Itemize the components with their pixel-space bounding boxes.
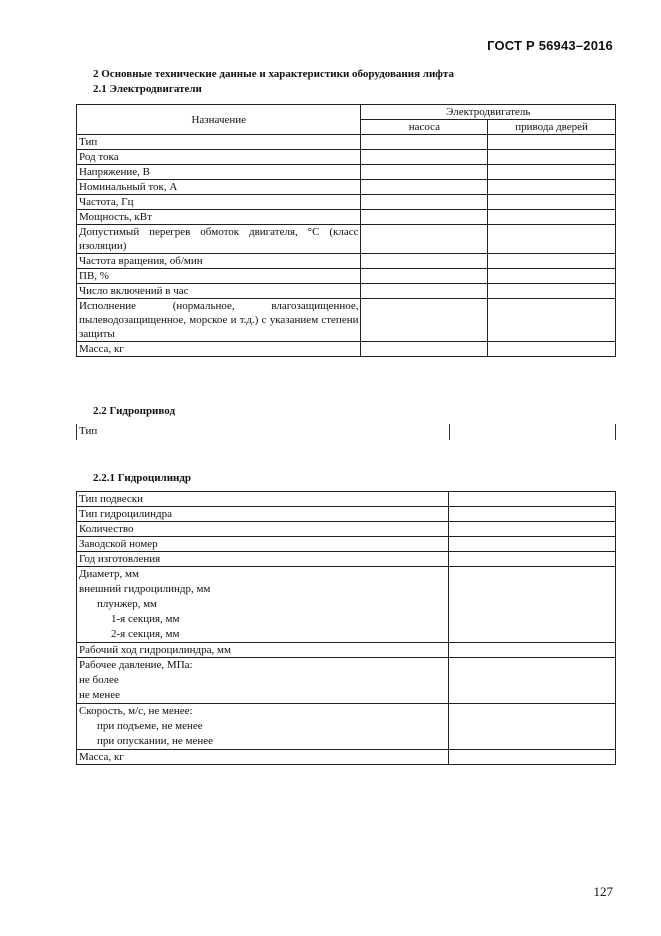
- col-header-motor: Электродвигатель: [361, 105, 616, 120]
- col-header-pump: насоса: [361, 120, 488, 135]
- table-row: Частота, Гц: [77, 195, 616, 210]
- table-row: Заводской номер: [77, 537, 616, 552]
- table-row: Тип: [77, 135, 616, 150]
- table-row: Тип гидроцилиндра: [77, 507, 616, 522]
- col-header-door-drive: привода дверей: [488, 120, 616, 135]
- table-row: Диаметр, мм внешний гидроцилиндр, мм плунжер, мм 1-я секция, мм 2-я секция, мм: [77, 567, 616, 643]
- table-row: Рабочий ход гидроцилиндра, мм: [77, 643, 616, 658]
- table-row: Скорость, м/с, не менее: при подъеме, не менее при опускании, не менее: [77, 704, 616, 750]
- table-row: Напряжение, В: [77, 165, 616, 180]
- section-2-2-title: 2.2 Гидропривод: [93, 405, 176, 417]
- standard-number: ГОСТ Р 56943–2016: [487, 38, 613, 53]
- table-row: Число включений в час: [77, 284, 616, 299]
- table-row: Год изготовления: [77, 552, 616, 567]
- table-row: Частота вращения, об/мин: [77, 254, 616, 269]
- table-row: Номинальный ток, А: [77, 180, 616, 195]
- page-number: 127: [593, 884, 613, 899]
- section-2-1-title: 2.1 Электродвигатели: [93, 83, 202, 95]
- table-row: ПВ, %: [77, 269, 616, 284]
- table-row: Масса, кг: [77, 342, 616, 357]
- table-row: Рабочее давление, МПа: не более не менее: [77, 658, 616, 704]
- hydraulic-drive-type-label: Тип: [79, 425, 98, 437]
- table-row: Мощность, кВт: [77, 210, 616, 225]
- section-2-title: 2 Основные технические данные и характеристики оборудования лифта: [93, 68, 454, 80]
- hydraulic-cylinder-table: [76, 491, 616, 765]
- table-row: Исполнение (нормальное, влагозащищенное, пылеводозащищенное, морское и т.д.) с указанием степени защиты: [77, 299, 616, 342]
- section-2-2-1-title: 2.2.1 Гидроцилиндр: [93, 472, 192, 484]
- table-row: Допустимый перегрев обмоток двигателя, °С (класс изоляции): [77, 225, 616, 254]
- table-row: Количество: [77, 522, 616, 537]
- hydraulic-drive-type-row: [76, 424, 616, 440]
- col-header-name: Назначение: [77, 105, 361, 135]
- table-row: Масса, кг: [77, 750, 616, 765]
- table-row: Род тока: [77, 150, 616, 165]
- table-row: Тип подвески: [77, 492, 616, 507]
- motors-table: [76, 104, 616, 357]
